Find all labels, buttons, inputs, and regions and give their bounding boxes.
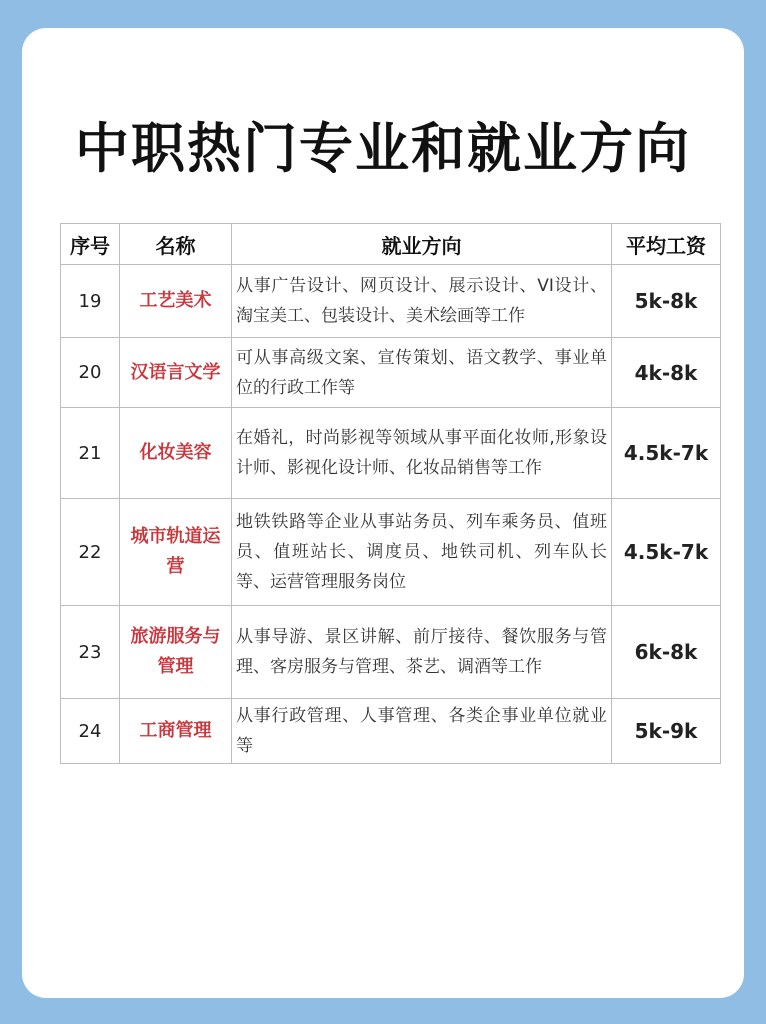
content-card: [22, 28, 744, 998]
row-index: 21: [61, 408, 120, 499]
row-direction: 从事广告设计、网页设计、展示设计、VI设计、淘宝美工、包装设计、美术绘画等工作: [232, 265, 612, 338]
table-row: [61, 499, 721, 606]
row-name: 化妆美容: [120, 408, 232, 499]
row-salary: 5k-8k: [612, 265, 721, 338]
header-direction: 就业方向: [232, 224, 612, 265]
row-direction: 在婚礼，时尚影视等领域从事平面化妆师,形象设计师、影视化设计师、化妆品销售等工作: [232, 408, 612, 499]
table-row: [61, 265, 721, 338]
majors-table: [60, 223, 721, 764]
row-salary: 6k-8k: [612, 606, 721, 699]
row-index: 19: [61, 265, 120, 338]
row-salary: 4k-8k: [612, 338, 721, 408]
row-name: 城市轨道运营: [120, 499, 232, 606]
row-salary: 4.5k-7k: [612, 499, 721, 606]
row-index: 23: [61, 606, 120, 699]
page-title: 中职热门专业和就业方向: [75, 117, 691, 180]
table-header-row: [61, 224, 721, 265]
row-direction: 地铁铁路等企业从事站务员、列车乘务员、值班员、值班站长、调度员、地铁司机、列车队长等、运营管理服务岗位: [232, 499, 612, 606]
row-salary: 5k-9k: [612, 699, 721, 764]
row-direction: 可从事高级文案、宣传策划、语文教学、事业单位的行政工作等: [232, 338, 612, 408]
row-name: 汉语言文学: [120, 338, 232, 408]
table-row: [61, 408, 721, 499]
row-index: 24: [61, 699, 120, 764]
header-salary: 平均工资: [612, 224, 721, 265]
row-salary: 4.5k-7k: [612, 408, 721, 499]
row-direction: 从事行政管理、人事管理、各类企事业单位就业等: [232, 699, 612, 764]
table-row: [61, 699, 721, 764]
row-index: 22: [61, 499, 120, 606]
row-name: 工商管理: [120, 699, 232, 764]
table-row: [61, 338, 721, 408]
header-name: 名称: [120, 224, 232, 265]
row-name: 工艺美术: [120, 265, 232, 338]
row-direction: 从事导游、景区讲解、前厅接待、餐饮服务与管理、客房服务与管理、茶艺、调酒等工作: [232, 606, 612, 699]
table-row: [61, 606, 721, 699]
row-index: 20: [61, 338, 120, 408]
row-name: 旅游服务与管理: [120, 606, 232, 699]
header-index: 序号: [61, 224, 120, 265]
watermark-badge: [678, 956, 732, 980]
